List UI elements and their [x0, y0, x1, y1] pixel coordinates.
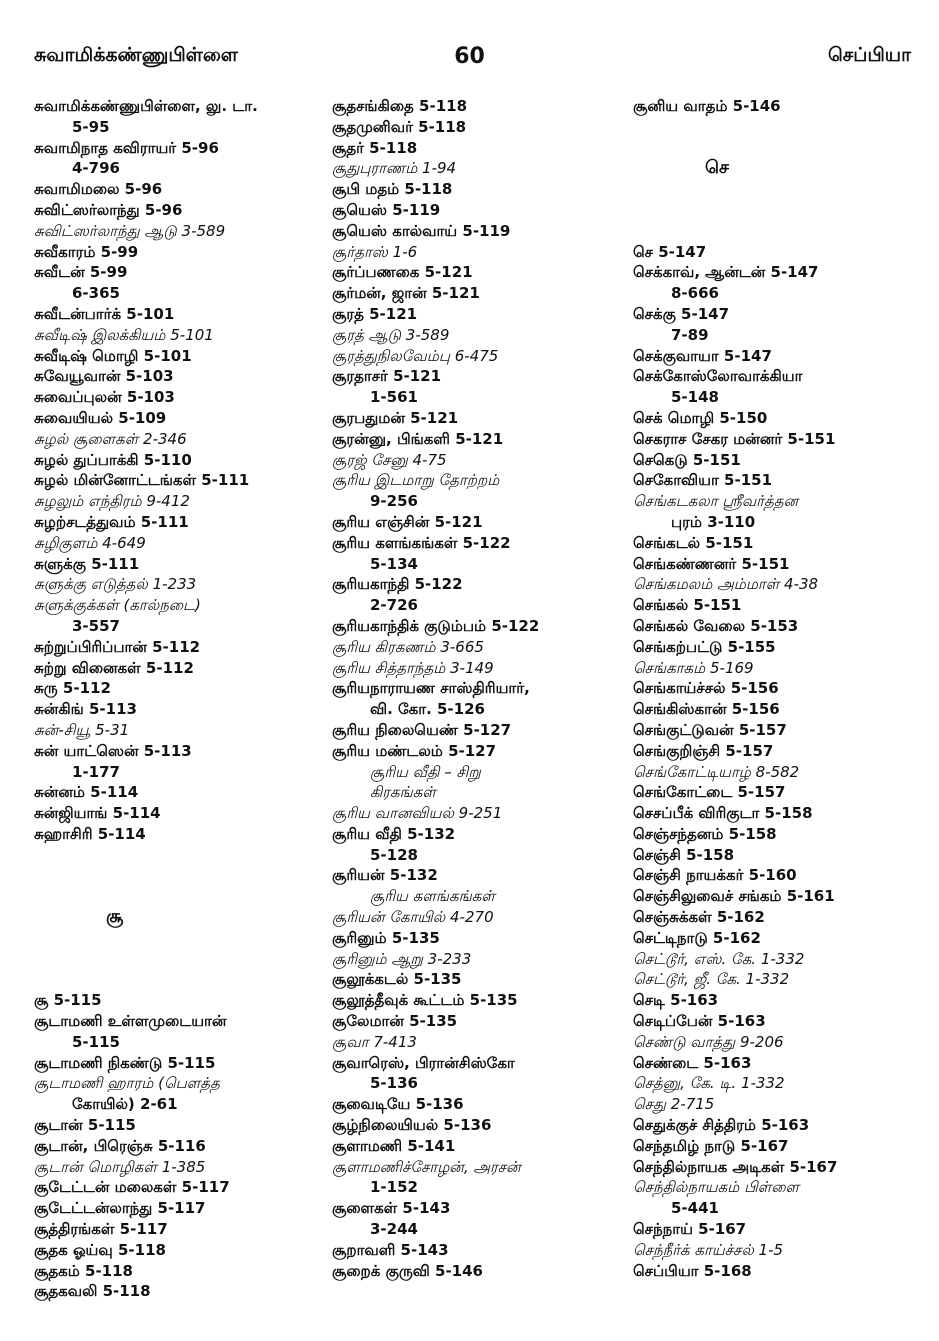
index-entry: சூறைக் குருவி 5-146	[332, 1261, 483, 1280]
index-entry: சூளைகள் 5-143	[332, 1199, 451, 1218]
index-entry: சூர்ப்பணகை 5-121	[332, 263, 473, 282]
index-entry: சூயெஸ் கால்வாய் 5-119	[332, 221, 511, 240]
index-entry: சூரிய இடமாறு தோற்றம்	[332, 471, 500, 490]
index-entry: செக் மொழி 5-150	[633, 408, 768, 427]
index-entry: சூபி மதம் 5-118	[332, 180, 453, 199]
index-entry: 5-128	[370, 845, 418, 864]
index-entry: சுழற்சடத்துவம் 5-111	[34, 512, 189, 531]
index-entry: செகராச சேகர மன்னர் 5-151	[633, 429, 836, 448]
index-entry: சுஹாசிரி 5-114	[34, 824, 146, 843]
index-entry: சூடாமணி ஹாரம் (பௌத்த	[34, 1074, 220, 1093]
index-entry: சூதுபுராணம் 1-94	[332, 159, 457, 178]
index-entry: சூர்தாஸ் 1-6	[332, 242, 418, 261]
index-entry: செக்குவாயா 5-147	[633, 346, 772, 365]
index-entry: கோயில்) 2-61	[72, 1095, 178, 1114]
index-entry: சூரதாசர் 5-121	[332, 367, 442, 386]
index-entry: சூதமுனிவர் 5-118	[332, 117, 467, 136]
index-entry: செங்குட்டுவன் 5-157	[633, 720, 787, 739]
index-entry: செட்டூர், ஜீ. கே. 1-332	[633, 970, 790, 989]
spacer	[633, 117, 933, 138]
index-entry: செந்தில்நாயக அடிகள் 5-167	[633, 1157, 838, 1176]
index-entry: சூரத் 5-121	[332, 304, 418, 323]
index-entry: 8-666	[671, 284, 719, 303]
index-entry: சூரிய வீதி 5-132	[332, 824, 456, 843]
index-entry: செசப்பீக் விரிகுடா 5-158	[633, 804, 813, 823]
spacer	[633, 200, 933, 221]
index-entry: சுவீடன் 5-99	[34, 263, 128, 282]
index-entry: 4-796	[72, 159, 120, 178]
index-entry: செட்டிநாடு 5-162	[633, 928, 761, 947]
index-entry: செஞ்சிலுவைச் சங்கம் 5-161	[633, 887, 835, 906]
index-entry: சுவாமிநாத கவிராயர் 5-96	[34, 138, 219, 157]
index-entry: சூரன்னு, பிங்களி 5-121	[332, 429, 504, 448]
index-entry: 5-95	[72, 117, 110, 136]
index-entry: சூரிய மண்டலம் 5-127	[332, 741, 497, 760]
index-entry: சூரியகாந்தி 5-122	[332, 575, 463, 594]
index-entry: செந்நீர்க் காய்ச்சல் 1-5	[633, 1240, 784, 1259]
index-entry: 3-244	[370, 1220, 418, 1239]
index-entry: சுவாமிக்கண்ணுபிள்ளை, லு. டா.	[34, 97, 258, 115]
index-entry: சுளுக்கு எடுத்தல் 1-233	[34, 575, 197, 594]
index-entry: சூ 5-115	[34, 991, 102, 1010]
index-entry: சூரஜ் சேனு 4-75	[332, 450, 447, 469]
index-entry: சூழ்நிலையியல் 5-136	[332, 1116, 492, 1135]
index-entry: சூரபதுமன் 5-121	[332, 408, 459, 427]
index-entry: சூரிய நிலையெண் 5-127	[332, 720, 512, 739]
index-entry: சுழல் மின்னோட்டங்கள் 5-111	[34, 471, 250, 490]
index-entry: சுற்றுப்பிரிப்பான் 5-112	[34, 637, 201, 656]
index-entry: சுவைப்புலன் 5-103	[34, 388, 175, 407]
index-entry: செங்கண்ணனர் 5-151	[633, 554, 790, 573]
index-entry: சூரியன் 5-132	[332, 866, 438, 885]
index-entry: சூலூத்தீவுக் கூட்டம் 5-135	[332, 991, 518, 1010]
index-entry: சூனிய வாதம் 5-146	[633, 97, 781, 115]
index-entry: 1-177	[72, 762, 120, 781]
index-entry: சூவைடியே 5-136	[332, 1095, 464, 1114]
section-heading: செ	[705, 157, 729, 179]
index-entry: செக்காவ், ஆன்டன் 5-147	[633, 263, 819, 282]
index-entry: செங்கல் 5-151	[633, 596, 742, 615]
index-entry: சுவையியல் 5-109	[34, 408, 167, 427]
index-entry: சூவா 7-413	[332, 1032, 417, 1051]
index-entry: சூதகவலி 5-118	[34, 1282, 151, 1301]
index-entry: சூதகம் 5-118	[34, 1261, 133, 1280]
index-entry: செது 2-715	[633, 1095, 715, 1114]
index-entry: சூளாமணி 5-141	[332, 1136, 456, 1155]
index-entry: செங்கோட்டியாழ் 8-582	[633, 762, 800, 781]
index-entry: செக்கு 5-147	[633, 304, 730, 323]
index-entry: சூரினும் ஆறு 3-233	[332, 949, 472, 968]
index-entry: சுரு 5-112	[34, 679, 111, 698]
index-entry: கிரகங்கள்	[370, 783, 436, 802]
index-entry: சூதக ஓய்வு 5-118	[34, 1240, 166, 1259]
index-entry: செந்நாய் 5-167	[633, 1220, 747, 1239]
index-entry: செங்குறிஞ்சி 5-157	[633, 741, 774, 760]
page-number: 60	[454, 44, 485, 69]
index-entry: சுற்று வினைகள் 5-112	[34, 658, 194, 677]
index-entry: சூதசங்கிதை 5-118	[332, 97, 468, 115]
index-entry: சூடான் 5-115	[34, 1116, 136, 1135]
section-heading: சூ	[106, 906, 124, 928]
index-entry: சுவீடன்பார்க் 5-101	[34, 304, 175, 323]
index-entry: சூர்மன், ஜான் 5-121	[332, 284, 480, 303]
index-entry: சூலூக்கடல் 5-135	[332, 970, 462, 989]
index-entry: செகெடு 5-151	[633, 450, 741, 469]
index-entry: செங்கோட்டை 5-157	[633, 783, 786, 802]
index-entry: சூடான் மொழிகள் 1-385	[34, 1157, 206, 1176]
index-entry: சுன்-சியூ 5-31	[34, 720, 130, 739]
index-entry: சுவிட்ஸர்லாந்து 5-96	[34, 200, 183, 219]
index-entry: செங்கற்பட்டு 5-155	[633, 637, 776, 656]
index-entry: சூயெஸ் 5-119	[332, 200, 441, 219]
index-entry: சூரத்துநிலவேம்பு 6-475	[332, 346, 499, 365]
index-entry: 1-152	[370, 1178, 418, 1197]
index-entry: சூளாமணிச்சோழன், அரசன்	[332, 1157, 521, 1176]
index-entry: சூதர் 5-118	[332, 138, 418, 157]
index-entry: செ 5-147	[633, 242, 707, 261]
index-entry: 2-726	[370, 596, 418, 615]
index-entry: சூரியநாராயண சாஸ்திரியார்,	[332, 679, 530, 698]
spacer	[34, 969, 334, 990]
index-entry: செஞ்சுக்கள் 5-162	[633, 908, 765, 927]
index-entry: செடி 5-163	[633, 991, 719, 1010]
index-entry: சூரிய களங்கங்கள் 5-122	[332, 533, 511, 552]
index-entry: சூரிய களங்கங்கள்	[370, 887, 495, 906]
index-entry: 6-365	[72, 284, 120, 303]
index-entry: சூவாரெஸ், பிரான்சிஸ்கோ	[332, 1053, 515, 1072]
index-entry: சுவேயூவான் 5-103	[34, 367, 174, 386]
index-entry: 5-115	[72, 1032, 120, 1051]
index-entry: சூரியன் கோயில் 4-270	[332, 908, 494, 927]
index-entry: 1-561	[370, 388, 418, 407]
index-entry: வி. கோ. 5-126	[370, 700, 485, 719]
index-column-2	[332, 96, 632, 1281]
index-entry: சுளுக்குக்கள் (கால்நடை)	[34, 596, 201, 615]
index-entry: 5-134	[370, 554, 418, 573]
index-entry: சுளுக்கு 5-111	[34, 554, 140, 573]
index-entry: செக்கோஸ்லோவாக்கியா	[633, 367, 803, 386]
index-entry: செகோவியா 5-151	[633, 471, 773, 490]
index-entry: சூடேட்டன் மலைகள் 5-117	[34, 1178, 230, 1197]
index-entry: செந்தில்நாயகம் பிள்ளை	[633, 1178, 800, 1197]
index-entry: செண்டை 5-163	[633, 1053, 752, 1072]
index-entry: செஞ்சி 5-158	[633, 845, 735, 864]
index-entry: சுவிட்ஸர்லாந்து ஆடு 3-589	[34, 221, 226, 240]
index-entry: செங்கிஸ்கான் 5-156	[633, 700, 780, 719]
index-entry: சுவீடிஷ் இலக்கியம் 5-101	[34, 325, 214, 344]
index-entry: சுழல் சூளைகள் 2-346	[34, 429, 187, 448]
index-entry: சூரிய வீதி – சிறு	[370, 762, 481, 781]
index-entry: செடிப்பேன் 5-163	[633, 1012, 766, 1031]
index-entry: சுன்னம் 5-114	[34, 783, 139, 802]
index-column-1	[34, 96, 334, 1302]
index-entry: புரம் 3-110	[671, 512, 756, 531]
index-entry: சூரிய வானவியல் 9-251	[332, 804, 503, 823]
index-entry: சுவாமிமலை 5-96	[34, 180, 163, 199]
index-entry: செங்கல் வேலை 5-153	[633, 616, 799, 635]
index-entry: 5-148	[671, 388, 719, 407]
index-entry: 7-89	[671, 325, 709, 344]
index-entry: சூத்திரங்கள் 5-117	[34, 1220, 168, 1239]
index-entry: சூரிய எஞ்சின் 5-121	[332, 512, 483, 531]
index-entry: சூடாமணி உள்ளமுடையான்	[34, 1012, 227, 1031]
index-entry: சூடான், பிரெஞ்சு 5-116	[34, 1136, 206, 1155]
index-entry: செதுக்குச் சித்திரம் 5-163	[633, 1116, 810, 1135]
index-column-3	[633, 96, 933, 1281]
index-entry: சூரினும் 5-135	[332, 928, 440, 947]
index-entry: செங்காய்ச்சல் 5-156	[633, 679, 779, 698]
index-entry: செந்தமிழ் நாடு 5-167	[633, 1136, 789, 1155]
spacer	[34, 949, 334, 970]
running-head-right: செப்பியா	[828, 44, 911, 66]
index-entry: சுன்ஜியாங் 5-114	[34, 804, 161, 823]
index-entry: செஞ்சி நாயக்கர் 5-160	[633, 866, 797, 885]
index-entry: சுழிகுளம் 4-649	[34, 533, 146, 552]
index-entry: 3-557	[72, 616, 120, 635]
index-entry: செங்கடல் 5-151	[633, 533, 754, 552]
index-entry: சூரிய சித்தாந்தம் 3-149	[332, 658, 494, 677]
spacer	[633, 221, 933, 242]
index-entry: சுவீகாரம் 5-99	[34, 242, 139, 261]
index-entry: செண்டு வாத்து 9-206	[633, 1032, 784, 1051]
index-entry: சூரத் ஆடு 3-589	[332, 325, 450, 344]
index-entry: சூடாமணி நிகண்டு 5-115	[34, 1053, 216, 1072]
index-entry: 9-256	[370, 492, 418, 511]
index-entry: சுன்கிங் 5-113	[34, 700, 137, 719]
index-entry: சூறாவளி 5-143	[332, 1240, 449, 1259]
index-entry: சூரியகாந்திக் குடும்பம் 5-122	[332, 616, 540, 635]
spacer	[633, 179, 933, 200]
index-entry: சூடேட்டன்லாந்து 5-117	[34, 1199, 206, 1218]
spacer	[34, 865, 334, 886]
spacer	[34, 886, 334, 907]
index-entry: சுழலும் எந்திரம் 9-412	[34, 492, 190, 511]
spacer	[633, 138, 933, 159]
index-entry: சுன் யாட்ஸென் 5-113	[34, 741, 192, 760]
index-entry: செத்னு, கே. டி. 1-332	[633, 1074, 785, 1093]
index-entry: செஞ்சந்தனம் 5-158	[633, 824, 777, 843]
index-entry: செங்கடகலா ஸ்ரீவர்த்தன	[633, 492, 799, 511]
index-entry: சுவீடிஷ் மொழி 5-101	[34, 346, 192, 365]
index-entry: சூரிய கிரகணம் 3-665	[332, 637, 484, 656]
index-entry: செப்பியா 5-168	[633, 1261, 752, 1280]
spacer	[34, 928, 334, 949]
running-head-left: சுவாமிக்கண்ணுபிள்ளை	[34, 44, 238, 66]
index-entry: சுழல் துப்பாக்கி 5-110	[34, 450, 192, 469]
index-entry: சூலேமான் 5-135	[332, 1012, 458, 1031]
index-entry: செங்காகம் 5-169	[633, 658, 754, 677]
index-entry: 5-136	[370, 1074, 418, 1093]
index-entry: செட்டூர், எஸ். கே. 1-332	[633, 949, 805, 968]
spacer	[34, 845, 334, 866]
index-entry: செங்கமலம் அம்மாள் 4-38	[633, 575, 819, 594]
index-entry: 5-441	[671, 1199, 719, 1218]
